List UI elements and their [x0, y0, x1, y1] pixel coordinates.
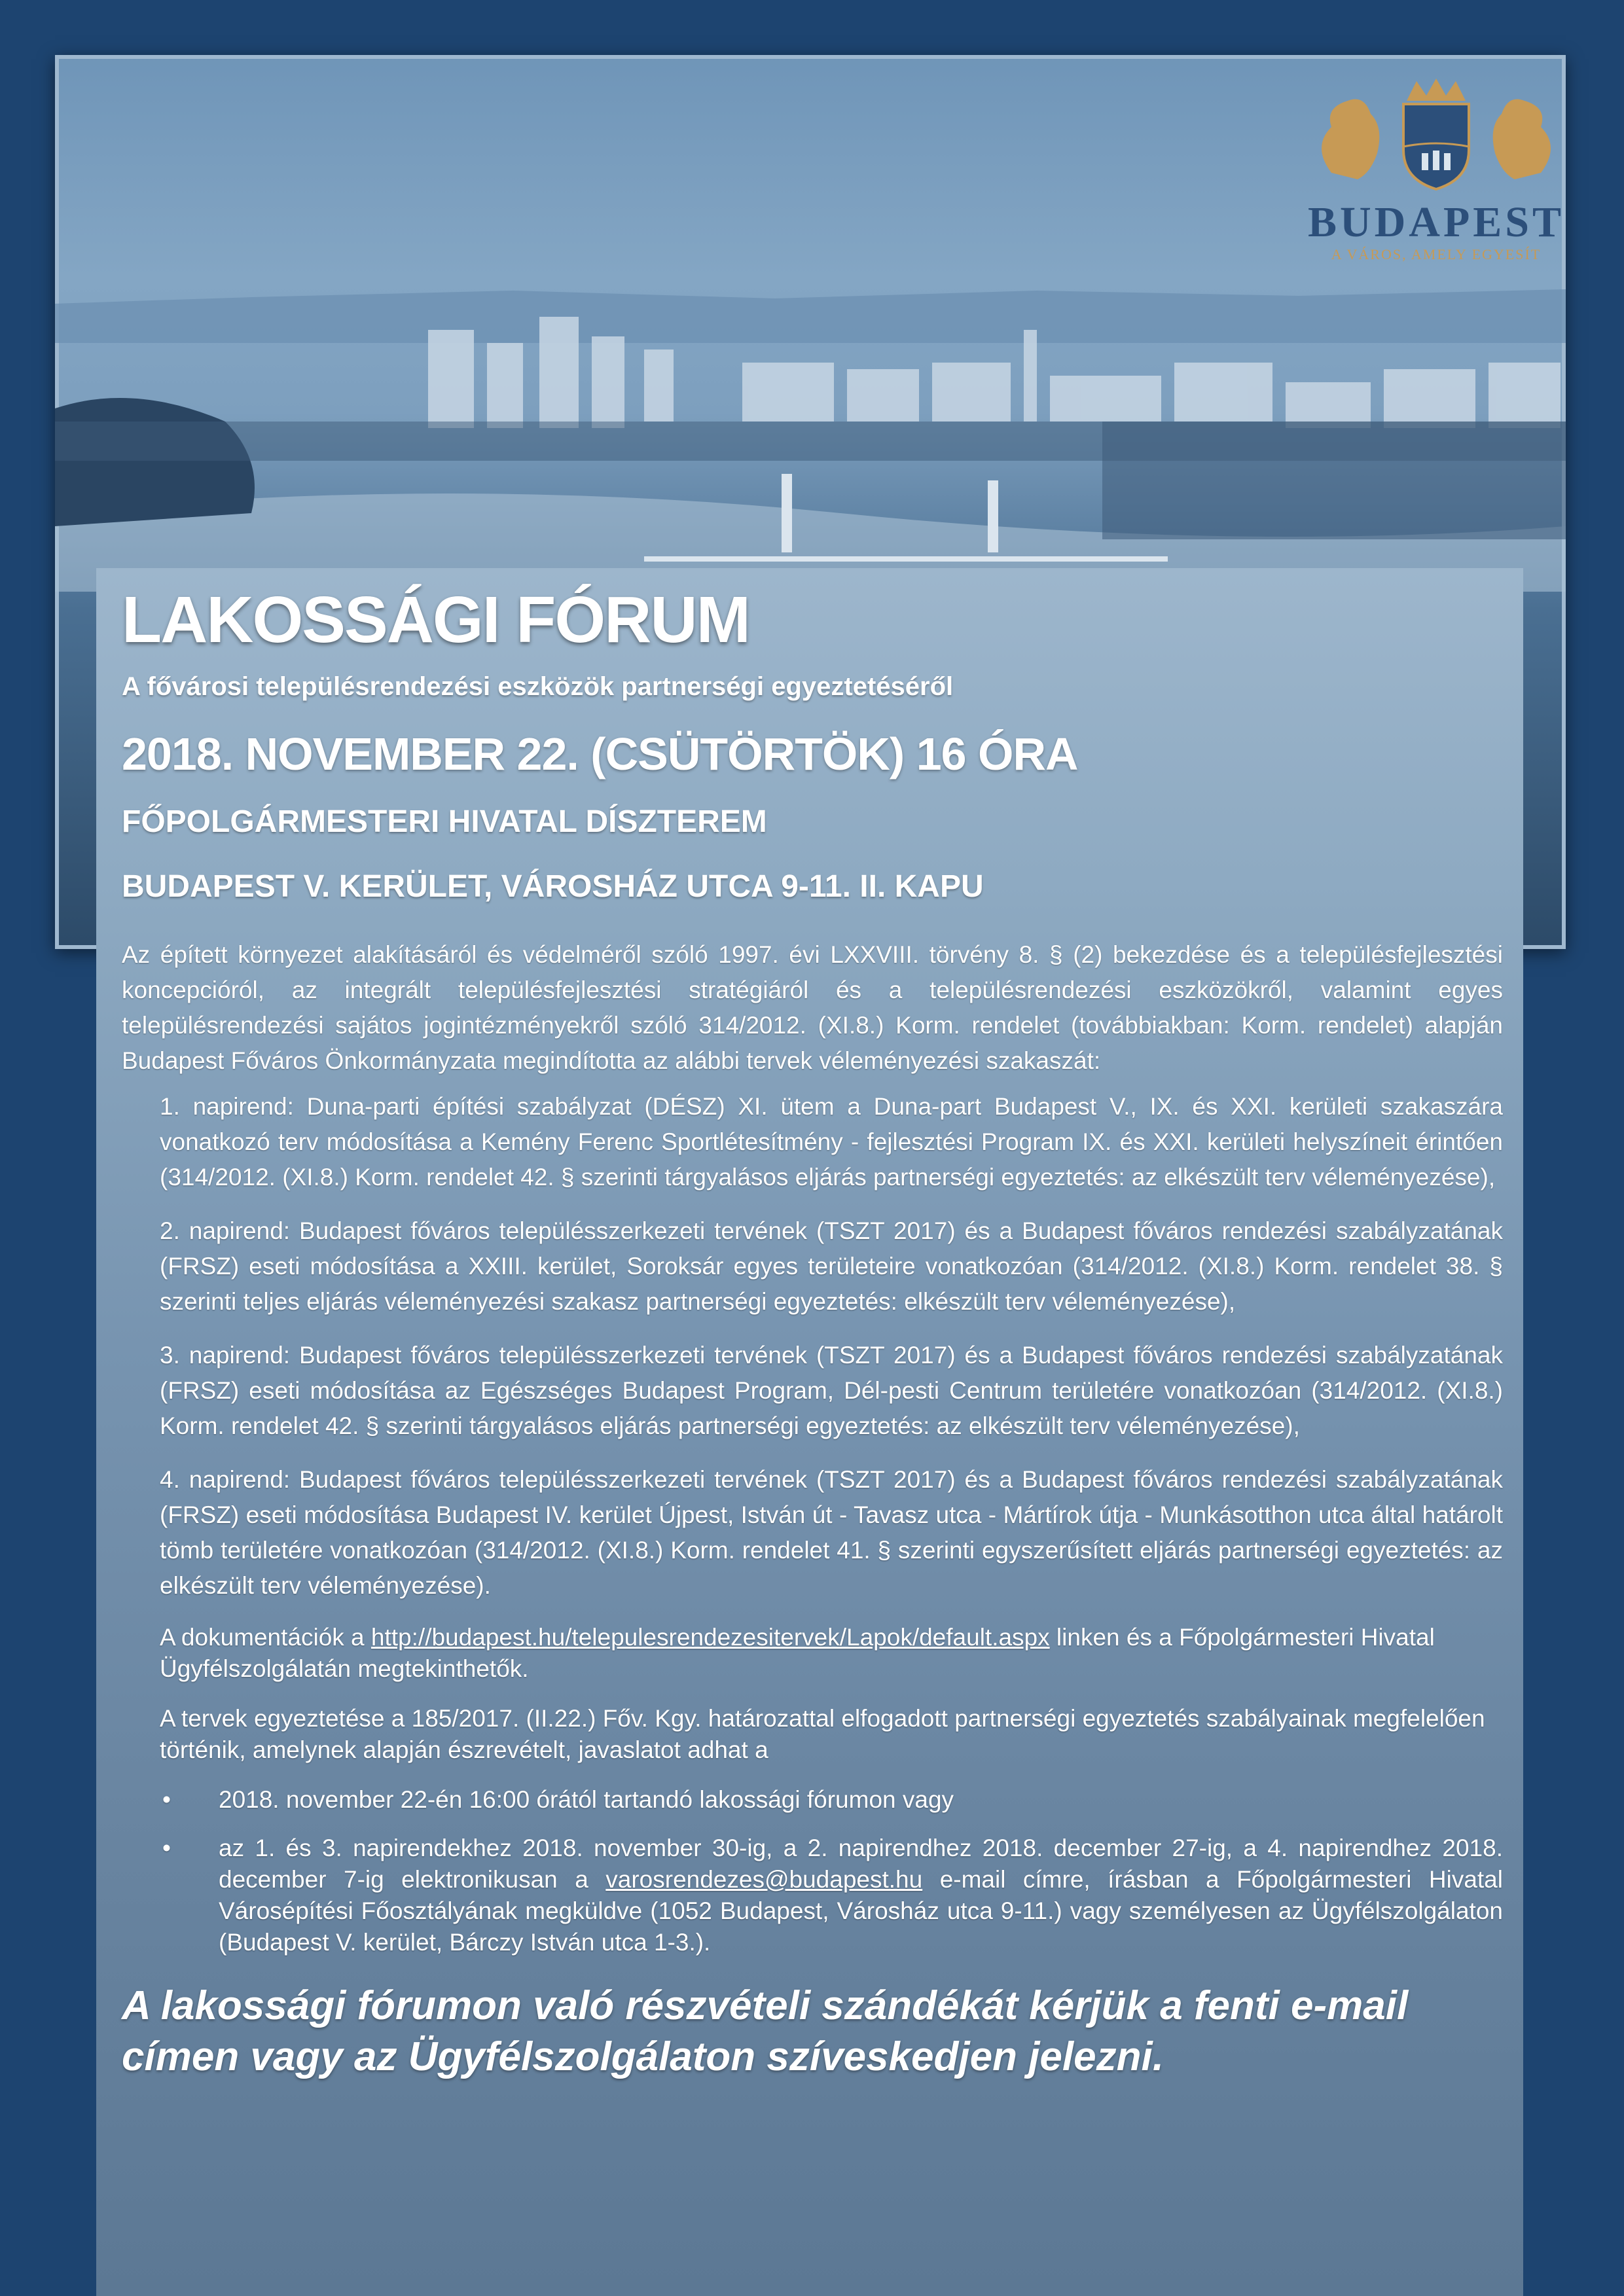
documents-text-after: linken és a Főpolgármesteri Hivatal Ügyfélszolgálatán megtekinthetők.	[160, 1624, 1435, 1682]
event-venue: FŐPOLGÁRMESTERI HIVATAL DÍSZTEREM	[122, 804, 767, 839]
agenda-item: 4. napirend: Budapest főváros településszerkezeti tervének (TSZT 2017) és a Budapest főváros rendezési szabályzatának (FRSZ) eseti módosítása Budapest IV. kerület Újpest, István út - Tavasz utca - Mártírok útja - Munkásotthon utca által határolt tömb területére vonatkozóan (314/2012. (XI.8.) Korm. rendelet 41. § szerinti egyszerűsített eljárás partnerségi egyeztetés: az elkészült terv véleményezése).	[160, 1466, 1503, 1599]
announcement-content	[122, 576, 1503, 2083]
agenda-item: 1. napirend: Duna-parti építési szabályzat (DÉSZ) XI. ütem a Duna-part Budapest V., IX. és XXI. kerületi szakaszára vonatkozó terv módosítása a Kemény Ferenc Sportlétesítmény - fejlesztési Program IX. és XXI. kerületi helyszíneit érintően (314/2012. (XI.8.) Korm. rendelet 42. § szerinti tárgyalásos eljárás partnerségi egyeztetés: az elkészült terv véleményezése),	[160, 1093, 1503, 1191]
event-date: 2018. NOVEMBER 22. (CSÜTÖRTÖK) 16 ÓRA	[122, 728, 1078, 780]
budapest-logo	[1286, 75, 1566, 262]
feedback-option-forum: 2018. november 22-én 16:00 órától tartandó lakossági fórumon vagy	[219, 1786, 954, 1813]
event-address: BUDAPEST V. KERÜLET, VÁROSHÁZ UTCA 9-11. II. KAPU	[122, 869, 984, 904]
page-subtitle: A fővárosi településrendezési eszközök partnerségi egyeztetéséről	[122, 672, 954, 701]
agenda-item: 3. napirend: Budapest főváros településszerkezeti tervének (TSZT 2017) és a Budapest főváros rendezési szabályzatának (FRSZ) eseti módosítása az Egészséges Budapest Program, Dél-pesti Centrum területére vonatkozóan (314/2012. (XI.8.) Korm. rendelet 42. § szerinti tárgyalásos eljárás partnerségi egyeztetés: az elkészült terv véleményezése),	[160, 1342, 1503, 1439]
documents-link[interactable]: http://budapest.hu/telepulesrendezesitervek/Lapok/default.aspx	[370, 1624, 1050, 1651]
bullet-icon: •	[162, 1835, 171, 1861]
feedback-option-deadlines: az 1. és 3. napirendekhez 2018. november 30-ig, a 2. napirendhez 2018. december 27-ig, a 4. napirendhez 2018. december 7-ig elektronikusan a	[219, 1835, 1503, 1893]
list-item	[160, 1784, 1503, 1816]
closing-call-to-action: A lakossági fórumon való részvételi szándékát kérjük a fenti e-mail címen vagy az Ügyfélszolgálaton szíveskedjen jelezni.	[122, 1983, 1409, 2079]
agenda-item: 2. napirend: Budapest főváros településszerkezeti tervének (TSZT 2017) és a Budapest főváros rendezési szabályzatának (FRSZ) eseti módosítása a XXIII. kerület, Soroksár egyes területeire vonatkozóan (314/2012. (XI.8.) Korm. rendelet 38. § szerinti teljes eljárás véleményezési szakasz partnerségi egyeztetés: elkészült terv véleményezése),	[160, 1217, 1503, 1315]
consultation-paragraph: A tervek egyeztetése a 185/2017. (II.22.) Főv. Kgy. határozattal elfogadott partnerségi egyeztetés szabályainak megfelelően történik, amelynek alapján észrevételt, javaslatot adhat a	[160, 1705, 1485, 1763]
intro-paragraph: Az épített környezet alakításáról és védelméről szóló 1997. évi LXXVIII. törvény 8. § (2) bekezdése és a településfejlesztési koncepcióról, az integrált településfejlesztési stratégiáról és a településrendezési eszközökről, valamint egyes településrendezési sajátos jogintézményekről szóló 314/2012. (XI.8.) Korm. rendelet (továbbiakban: Korm. rendelet) alapján Budapest Főváros Önkormányzata megindította az alábbi tervek véleményezési szakaszát:	[122, 941, 1503, 1074]
documents-text-before: A dokumentációk a	[160, 1624, 371, 1651]
logo-wordmark: BUDAPEST	[1307, 198, 1565, 246]
email-link[interactable]: varosrendezes@budapest.hu	[605, 1866, 923, 1893]
feedback-options-list	[160, 1784, 1503, 1958]
list-item	[160, 1833, 1503, 1958]
agenda-list	[160, 1089, 1503, 1604]
page-title: LAKOSSÁGI FÓRUM	[122, 583, 749, 656]
logo-tagline: A VÁROS, AMELY EGYESÍT	[1331, 246, 1542, 262]
feedback-option-channels: e-mail címre, írásban a Főpolgármesteri Hivatal Városépítési Főosztályának megküldve (1052 Budapest, Városház utca 9-11.) vagy személyesen az Ügyfélszolgálaton (Budapest V. kerület, Bárczy István utca 1-3.).	[219, 1866, 1503, 1956]
coat-of-arms-icon	[1286, 75, 1566, 192]
documents-paragraph	[160, 1622, 1503, 1685]
bullet-icon: •	[162, 1786, 171, 1813]
